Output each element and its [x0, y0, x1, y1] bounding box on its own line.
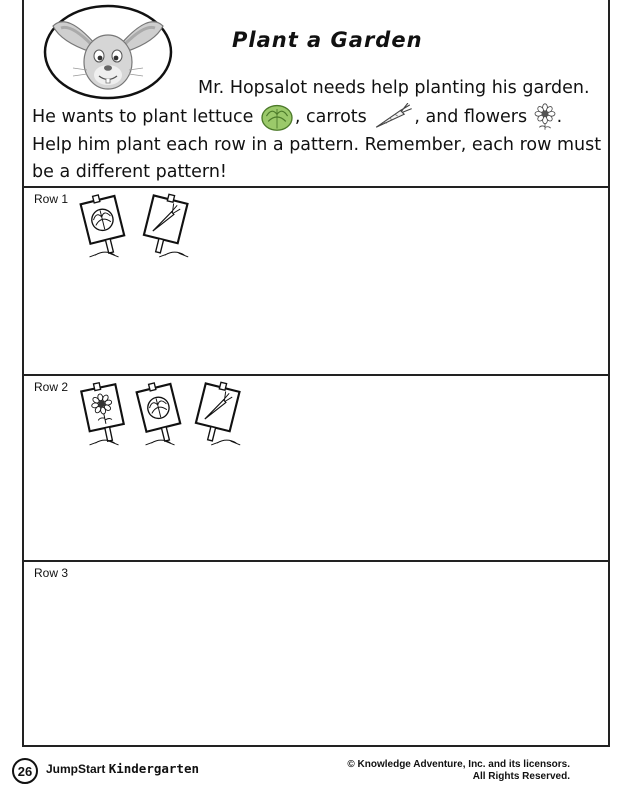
row-label: Row 3: [34, 566, 69, 580]
carrot-sign-icon: [136, 193, 194, 261]
row-label: Row 1: [34, 192, 69, 206]
carrot-icon: [372, 103, 414, 131]
instructions-line-2: He wants to plant lettuce , carrots , and flowers .: [32, 102, 612, 132]
page-title: Plant a Garden: [232, 28, 423, 52]
garden-row-2[interactable]: [24, 376, 608, 562]
row-label: Row 2: [34, 380, 69, 394]
garden-row-1[interactable]: [24, 188, 608, 376]
lettuce-sign-icon: [132, 381, 190, 449]
carrot-sign-icon: [188, 381, 246, 449]
page-footer: [0, 748, 630, 788]
flower-sign-icon: [76, 381, 134, 449]
garden-row-3[interactable]: [24, 562, 608, 747]
page-number: 26: [12, 758, 38, 784]
instructions-line-4: be a different pattern!: [32, 162, 227, 182]
lettuce-sign-icon: [76, 193, 134, 261]
worksheet-header: [24, 0, 608, 188]
instructions-text: [32, 75, 612, 186]
brand-name: JumpStart Kindergarten: [46, 761, 199, 776]
flower-icon: [533, 103, 557, 131]
lettuce-icon: [259, 102, 295, 132]
instructions-line-3: Help him plant each row in a pattern. Remember, each row must: [32, 135, 602, 155]
instructions-line-1: Mr. Hopsalot needs help planting his garden.: [198, 78, 590, 98]
worksheet: [22, 0, 610, 747]
copyright-notice: © Knowledge Adventure, Inc. and its licensors. All Rights Reserved.: [347, 759, 570, 782]
